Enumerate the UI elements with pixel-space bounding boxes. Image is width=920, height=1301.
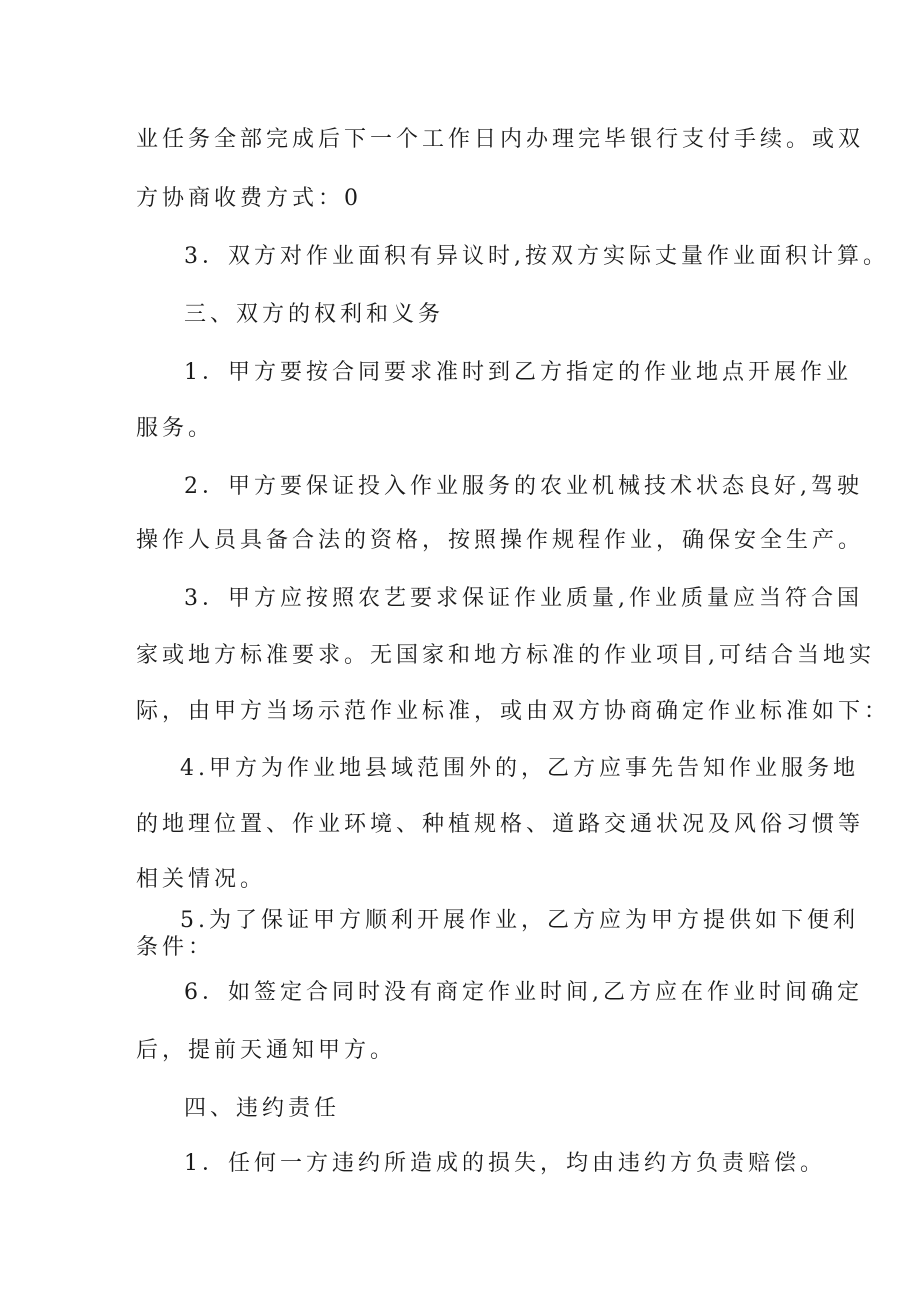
text-line-15: 5.为了保证甲方顺利开展作业，乙方应为甲方提供如下便利 [180,908,859,933]
text-line-12: 4.甲方为作业地县域范围外的，乙方应事先告知作业服务地 [180,756,859,781]
text-line-17: 6．如签定合同时没有商定作业时间,乙方应在作业时间确定 [184,980,863,1005]
text-line-14: 相关情况。 [136,867,267,892]
text-line-8: 操作人员具备合法的资格，按照操作规程作业，确保安全生产。 [136,528,865,553]
text-line-20: 1．任何一方违约所造成的损失，均由违约方负责赔偿。 [184,1151,826,1176]
text-line-3: 3．双方对作业面积有异议时,按双方实际丈量作业面积计算。 [184,244,889,269]
text-line-9: 3．甲方应按照农艺要求保证作业质量,作业质量应当符合国 [184,586,863,611]
text-line-1: 业任务全部完成后下一个工作日内办理完毕银行支付手续。或双 [136,127,865,152]
text-line-7: 2．甲方要保证投入作业服务的农业机械技术状态良好,驾驶 [184,474,863,499]
text-line-11: 际，由甲方当场示范作业标准，或由双方协商确定作业标准如下： [136,699,891,724]
text-line-18: 后，提前天通知甲方。 [136,1038,397,1063]
text-line-2: 方协商收费方式：0 [136,186,362,211]
text-line-6: 服务。 [136,416,215,441]
text-line-10: 家或地方标准要求。无国家和地方标准的作业项目,可结合当地实 [136,643,875,668]
text-line-16: 条件： [136,935,215,960]
section-heading-3: 三、双方的权利和义务 [184,302,445,327]
text-line-5: 1．甲方要按合同要求准时到乙方指定的作业地点开展作业 [184,360,852,385]
text-line-13: 的地理位置、作业环境、种植规格、道路交通状况及风俗习惯等 [136,812,865,837]
section-heading-4: 四、违约责任 [184,1096,341,1121]
